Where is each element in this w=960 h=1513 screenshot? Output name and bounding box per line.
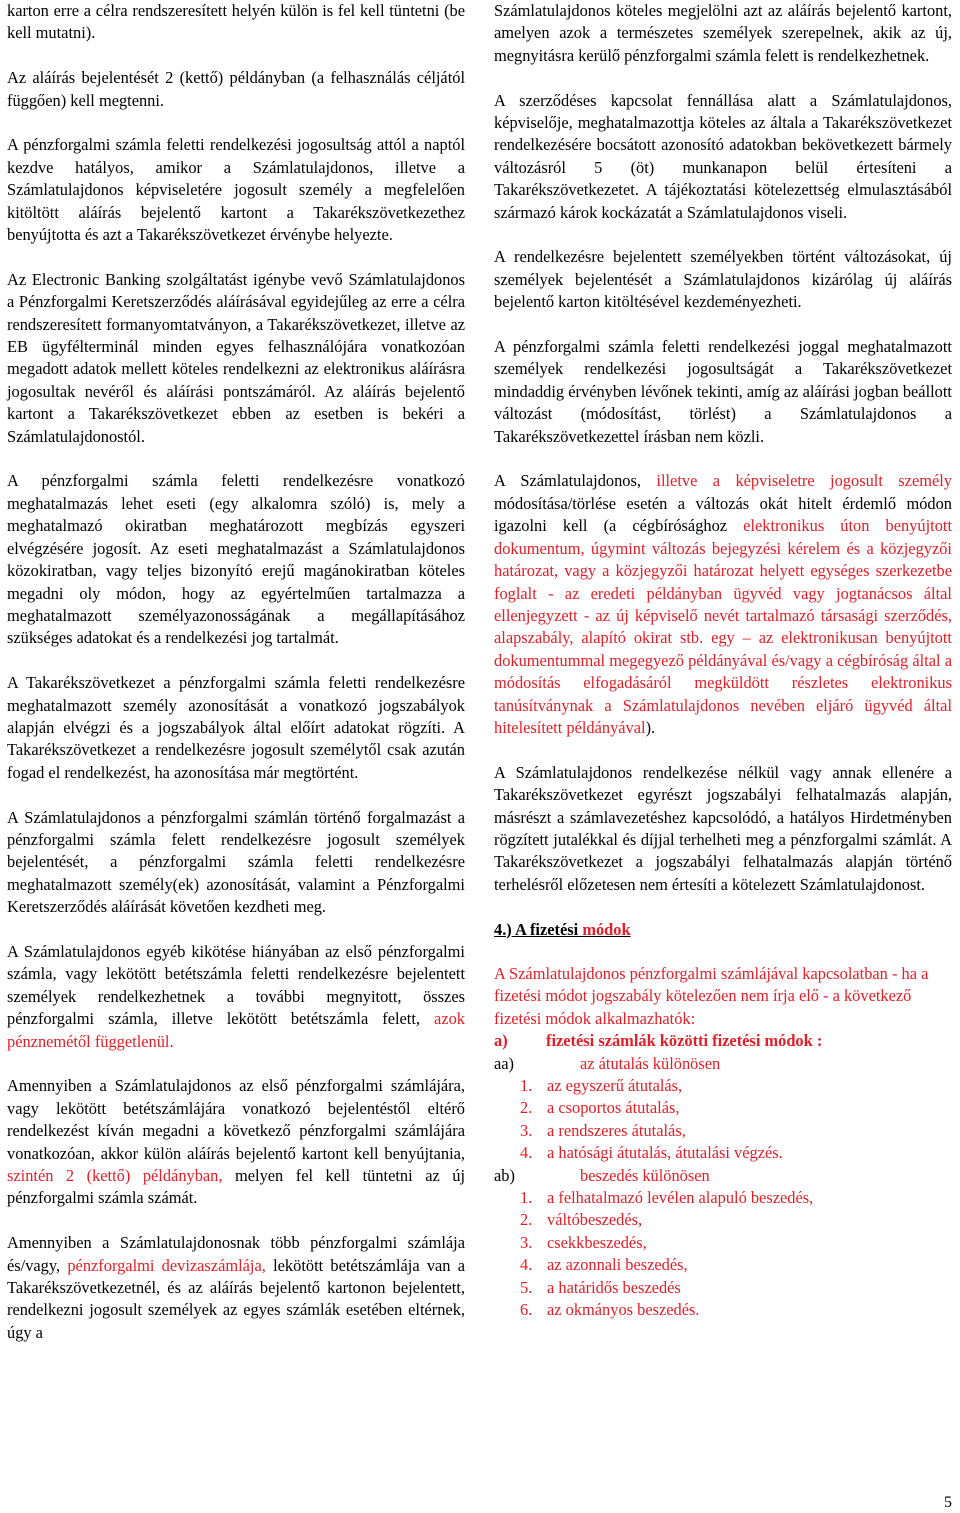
subsection-ab	[494, 1165, 952, 1187]
section-heading	[494, 919, 952, 941]
section-a-title	[494, 1030, 952, 1052]
right-column	[494, 0, 952, 1321]
page-number: 5	[944, 1494, 952, 1511]
text-run: lekötött betétszámlája van a Takarékszövetkezetnél, és az aláírás bejelentő kartonon bejelentett, rendelkezni jogosult személyek az egyes számlák esetében eltérnek, úgy a	[7, 1255, 466, 1342]
item-number: 3.	[520, 1232, 533, 1252]
highlighted-text: elektronikus úton benyújtott dokumentum, úgymint változás bejegyzési kérelem és a közjegyzői határozat, vagy a közjegyzői határozat helyett egységes szerkezetbe foglalt - az eredeti példányban ügyvéd vagy jogtanácsos által ellenjegyzett - az új képviselő nevét tartalmazó társasági szerződés, alapszabály, alapító okirat stb. egy – az elektronikusan benyújtott dokumentummal megegyező példányával és/vagy a cégbíróság által a módosítás elfogadásáról megküldött részletes elektronikus tanúsítványnak a Számlatulajdonos nevében eljáró ügyvéd által hitelesített példányával	[494, 516, 952, 737]
paragraph	[494, 470, 952, 739]
text-run: módosítása/törlése esetén a változás okát hitelt érdemlő módon igazolni kell (a cégbírósághoz	[494, 493, 952, 536]
subsection-title: az átutalás különösen	[580, 1053, 721, 1073]
paragraph: karton erre a célra rendszeresített helyén külön is fel kell tüntetni (be kell mutatni).	[7, 1, 465, 43]
item-text: az okmányos beszedés.	[547, 1300, 700, 1320]
paragraph: A Számlatulajdonos rendelkezése nélkül vagy annak ellenére a Takarékszövetkezet egyrészt jogszabályi felhatalmazás alapján, másrészt a számlavezetéshez kapcsolódó, a hatályos Hirdetményben rögzített jutalékkal és díjjal terhelheti meg a pénzforgalmi számlát. A Takarékszövetkezet a jogszabályi felhatalmazás alapján történő terhelésről előzetesen nem értesíti a kötelezett Számlatulajdonost.	[494, 762, 952, 894]
paragraph: A szerződéses kapcsolat fennállása alatt a Számlatulajdonos, képviselője, meghatalmazottja köteles az általa a Takarékszövetkezet rendelkezésére bocsátott azonosító adatokban bekövetkezett bármely változásról 5 (öt) munkanapon belül értesíteni a Takarékszövetkezetet. A tájékoztatási kötelezettség elmulasztásából származó károk kockázatát a Számlatulajdonos viseli.	[494, 90, 952, 222]
paragraph: A pénzforgalmi számla feletti rendelkezési jogosultság attól a naptól kezdve hatályos, amikor a Számlatulajdonos, illetve a Számlatulajdonos képviseletére jogosult személy a megfelelően kitöltött aláírás bejelentő kartont a Takarékszövetkezethez benyújtotta és azt a Takarékszövetkezet érvénybe helyezte.	[7, 135, 465, 245]
highlighted-text: pénzforgalmi devizaszámlája,	[67, 1255, 266, 1275]
item-text: a felhatalmazó levélen alapuló beszedés,	[547, 1188, 814, 1208]
subsection-title: beszedés különösen	[580, 1165, 710, 1185]
list-item	[520, 1097, 952, 1119]
subsection-label: ab)	[494, 1165, 515, 1185]
item-number: 4.	[520, 1143, 533, 1163]
list-item	[520, 1299, 952, 1321]
paragraph: A Takarékszövetkezet a pénzforgalmi számla feletti rendelkezésre meghatalmazott személy azonosítását a vonatkozó jogszabályok alapján elvégzi és a jogszabályok által előírt adatokat rögzíti. A Takarékszövetkezet a rendelkezésre jogosult személytől csak azután fogad el rendelkezést, ha azonosítása már megtörtént.	[7, 673, 465, 782]
paragraph: Az Electronic Banking szolgáltatást igénybe vevő Számlatulajdonos a Pénzforgalmi Keretszerződés aláírásával egyidejűleg az erre a célra rendszeresített formanyomtatványon, a Takarékszövetkezet, illetve az EB ügyfélterminál minden egyes felhasználójára vonatkozóan megadott adatok mellett köteles rendelkezni az elektronikus aláírásra jogosultak nevéről és aláírási pontszámáról. Az aláírás bejelentő kartont a Takarékszövetkezet ebben az esetben is bekéri a Számlatulajdonostól.	[7, 269, 465, 446]
text-run: A Számlatulajdonos,	[494, 471, 641, 491]
item-text: csekkbeszedés,	[547, 1232, 647, 1252]
list-item	[520, 1075, 952, 1097]
heading-text: 4.) A fizetési	[494, 919, 583, 939]
section-label: a)	[494, 1031, 508, 1051]
item-number: 2.	[520, 1210, 533, 1230]
paragraph: A Számlatulajdonos a pénzforgalmi számlán történő forgalmazást a pénzforgalmi számla felett rendelkezésre jogosult személyek bejelentését, a pénzforgalmi számla feletti rendelkezésre meghatalmazott személy(ek) azonosítását, valamint a Pénzforgalmi Keretszerződés aláírását követően kezdheti meg.	[7, 807, 465, 917]
paragraph	[7, 1232, 465, 1344]
subsection-aa	[494, 1053, 952, 1075]
heading-highlight: módok	[582, 919, 631, 939]
list-item	[520, 1142, 952, 1164]
item-text: váltóbeszedés,	[547, 1210, 643, 1230]
text-run: A Számlatulajdonos egyéb kikötése hiányában az első pénzforgalmi számla, vagy lekötött betétszámla feletti rendelkezésre bejelentett személyek rendelkezhetnek a további megnyitott, összes pénzforgalmi számla, illetve lekötött betétszámla felett,	[7, 941, 465, 1029]
list-item	[520, 1187, 952, 1209]
highlighted-text: szintén 2 (kettő) példányban,	[7, 1166, 223, 1185]
item-text: a csoportos átutalás,	[547, 1098, 680, 1118]
list-item	[520, 1232, 952, 1254]
item-number: 1.	[520, 1188, 533, 1208]
item-text: a rendszeres átutalás,	[547, 1120, 686, 1140]
item-number: 3.	[520, 1120, 533, 1140]
text-run: Amennyiben a Számlatulajdonosnak több pénzforgalmi számlája és/vagy,	[7, 1233, 465, 1275]
paragraph	[7, 1075, 465, 1209]
intro-text: A Számlatulajdonos pénzforgalmi számlájával kapcsolatban - ha a fizetési módot jogszabály kötelezően nem írja elő - a következő fizetési módok alkalmazhatók:	[494, 963, 929, 1028]
subsection-label: aa)	[494, 1053, 515, 1073]
aa-list	[494, 1075, 952, 1165]
text-run: ).	[645, 717, 656, 737]
list-item	[520, 1120, 952, 1142]
text-run: melyen fel kell tüntetni az új pénzforgalmi számla számát.	[7, 1166, 465, 1208]
item-number: 5.	[520, 1277, 533, 1297]
item-text: a határidős beszedés	[547, 1277, 681, 1297]
ab-list	[494, 1187, 952, 1321]
item-text: az azonnali beszedés,	[547, 1255, 688, 1275]
item-number: 2.	[520, 1098, 533, 1118]
item-text: az egyszerű átutalás,	[547, 1076, 683, 1095]
list-item	[520, 1277, 952, 1299]
left-column	[7, 0, 465, 1367]
paragraph: A pénzforgalmi számla feletti rendelkezési joggal meghatalmazott személyek rendelkezési jogosultságát a Takarékszövetkezet mindaddig érvényben lévőnek tekinti, amíg az aláírási jogban beállott változást (módosítást, törlést) a Számlatulajdonos a Takarékszövetkezettel írásban nem közli.	[494, 337, 952, 446]
paragraph	[7, 941, 465, 1053]
list-item	[520, 1254, 952, 1276]
item-number: 1.	[520, 1076, 533, 1095]
highlighted-text: illetve a képviseletre jogosult személy	[640, 471, 952, 491]
paragraph: A pénzforgalmi számla feletti rendelkezésre vonatkozó meghatalmazás lehet eseti (egy alkalomra szóló) is, mely a meghatalmazó okiratban meghatározott megbízás egyszeri elvégzésére jogosít. Az eseti meghatalmazást a Számlatulajdonos közokiratban, vagy teljes bizonyító erejű magánokiratban köteles megadni oly módon, hogy az egyértelműen tartalmazza a meghatalmazott személyazonosságának a megállapításához szükséges adatokat és a rendelkezési jog tartalmát.	[7, 471, 465, 648]
paragraph: A rendelkezésre bejelentett személyekben történt változásokat, új személyek bejelentését a Számlatulajdonos kizárólag új aláírás bejelentő karton kitöltésével kezdeményezheti.	[494, 247, 952, 312]
paragraph: Számlatulajdonos köteles megjelölni azt az aláírás bejelentő kartont, amelyen azok a természetes személyek szerepelnek, akik az új, megnyitásra kerülő pénzforgalmi számla felett is rendelkezhetnek.	[494, 1, 952, 65]
text-run: Amennyiben a Számlatulajdonos az első pénzforgalmi számlájára, vagy lekötött betétszámlájára vonatkozó bejelentéstől eltérő rendelkezést kíván megadni a következő pénzforgalmi számlájára vonatkozóan, akkor külön aláírás bejelentő kartont kell benyújtania,	[7, 1076, 465, 1163]
item-number: 6.	[520, 1300, 533, 1320]
item-text: a hatósági átutalás, átutalási végzés.	[547, 1143, 783, 1163]
section-title: fizetési számlák közötti fizetési módok :	[546, 1031, 823, 1051]
paragraph: Az aláírás bejelentését 2 (kettő) példányban (a felhasználás céljától függően) kell megtenni.	[7, 68, 465, 110]
item-number: 4.	[520, 1255, 533, 1275]
highlighted-text: azok pénznemétől függetlenül.	[7, 1009, 465, 1051]
list-item	[520, 1209, 952, 1231]
